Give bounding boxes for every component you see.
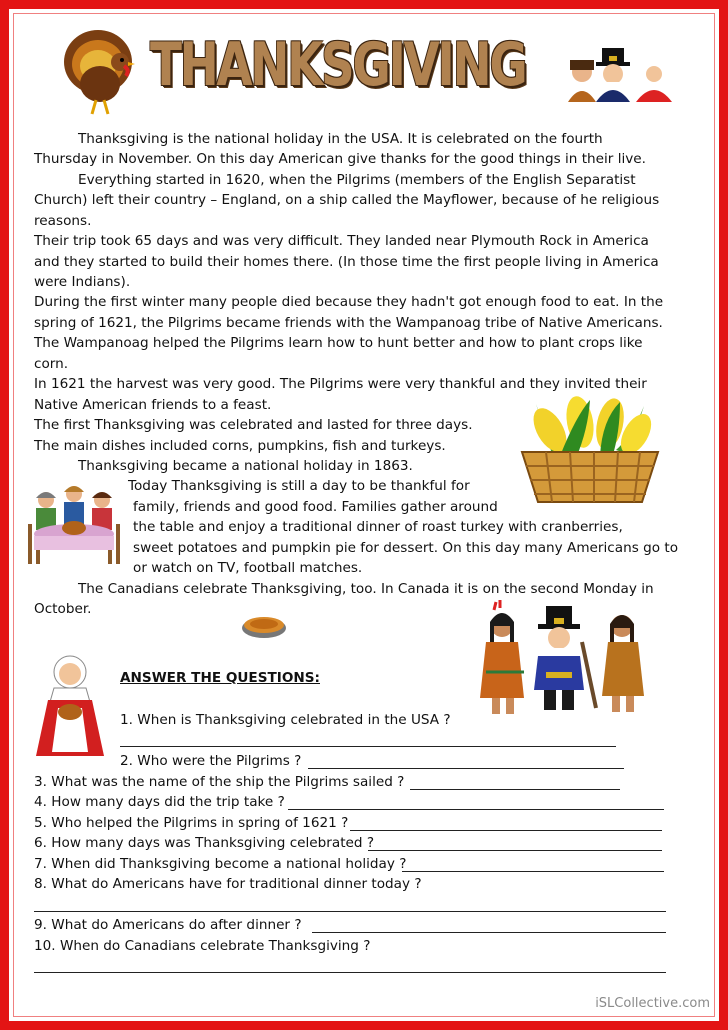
text-line: Their trip took 65 days and was very difficult. They landed near Plymouth Rock in America — [34, 233, 649, 249]
text-line: Everything started in 1620, when the Pilgrims (members of the English Separatist — [78, 172, 636, 188]
page-title: THANKSGIVING — [150, 30, 526, 100]
turkey-icon — [58, 26, 136, 118]
text-line: or watch on TV, football matches. — [133, 560, 363, 576]
question-3: 3. What was the name of the ship the Pilgrims sailed ? — [34, 774, 405, 790]
pilgrim-woman-icon — [36, 652, 106, 762]
text-line: Thanksgiving became a national holiday in 1863. — [78, 458, 413, 474]
text-line: reasons. — [34, 213, 92, 229]
questions-heading: ANSWER THE QUESTIONS: — [120, 670, 320, 686]
text-line: Today Thanksgiving is still a day to be thankful for — [128, 478, 470, 494]
pie-icon — [241, 612, 287, 640]
question-1: 1. When is Thanksgiving celebrated in the USA ? — [120, 712, 451, 728]
question-9: 9. What do Americans do after dinner ? — [34, 917, 302, 933]
text-line: sweet potatoes and pumpkin pie for dessert. On this day many Americans go to — [133, 540, 679, 556]
question-4: 4. How many days did the trip take ? — [34, 794, 285, 810]
text-line: the table and enjoy a traditional dinner of roast turkey with cranberries, — [133, 519, 623, 535]
answer-line-1[interactable] — [120, 746, 616, 747]
question-6: 6. How many days was Thanksgiving celebrated ? — [34, 835, 375, 851]
text-line: family, friends and good food. Families gather around — [133, 499, 498, 515]
answer-line-5[interactable] — [350, 830, 662, 831]
answer-line-10[interactable] — [34, 972, 666, 973]
text-line: and they started to build their homes there. (In those time the first people living in America — [34, 254, 659, 270]
question-8: 8. What do Americans have for traditional dinner today ? — [34, 876, 422, 892]
text-line: Thursday in November. On this day American give thanks for the good things in their live. — [34, 151, 646, 167]
text-line: were Indians). — [34, 274, 131, 290]
text-line: spring of 1621, the Pilgrims became friends with the Wampanoag tribe of Native Americans. — [34, 315, 663, 331]
question-2: 2. Who were the Pilgrims ? — [120, 753, 302, 769]
text-line: The Wampanoag helped the Pilgrims learn how to hunt better and how to plant crops like — [34, 335, 643, 351]
native-pilgrim-group-icon — [472, 602, 648, 718]
text-line: The Canadians celebrate Thanksgiving, too. In Canada it is on the second Monday in — [78, 581, 654, 597]
text-line: The first Thanksgiving was celebrated and lasted for three days. — [34, 417, 473, 433]
answer-line-2[interactable] — [308, 768, 624, 769]
watermark: iSLCollective.com — [595, 996, 710, 1011]
question-7: 7. When did Thanksgiving become a national holiday ? — [34, 856, 407, 872]
answer-line-7[interactable] — [402, 871, 664, 872]
answer-line-3[interactable] — [410, 789, 620, 790]
question-5: 5. Who helped the Pilgrims in spring of 1621 ? — [34, 815, 349, 831]
text-line: Church) left their country – England, on a ship called the Mayflower, because of he religious — [34, 192, 660, 208]
text-line: October. — [34, 601, 92, 617]
answer-line-4[interactable] — [288, 809, 664, 810]
text-line: corn. — [34, 356, 69, 372]
corn-basket-icon — [516, 396, 664, 506]
pilgrims-group-icon — [562, 42, 684, 102]
family-dinner-icon — [26, 484, 122, 568]
answer-line-6[interactable] — [368, 850, 662, 851]
text-line: Thanksgiving is the national holiday in the USA. It is celebrated on the fourth — [78, 131, 603, 147]
text-line: The main dishes included corns, pumpkins, fish and turkeys. — [34, 438, 446, 454]
text-line: In 1621 the harvest was very good. The Pilgrims were very thankful and they invited their — [34, 376, 647, 392]
text-line: Native American friends to a feast. — [34, 397, 272, 413]
question-10: 10. When do Canadians celebrate Thanksgiving ? — [34, 938, 371, 954]
answer-line-9[interactable] — [312, 932, 666, 933]
answer-line-8[interactable] — [34, 911, 666, 912]
text-line: During the first winter many people died because they hadn't got enough food to eat. In the — [34, 294, 664, 310]
